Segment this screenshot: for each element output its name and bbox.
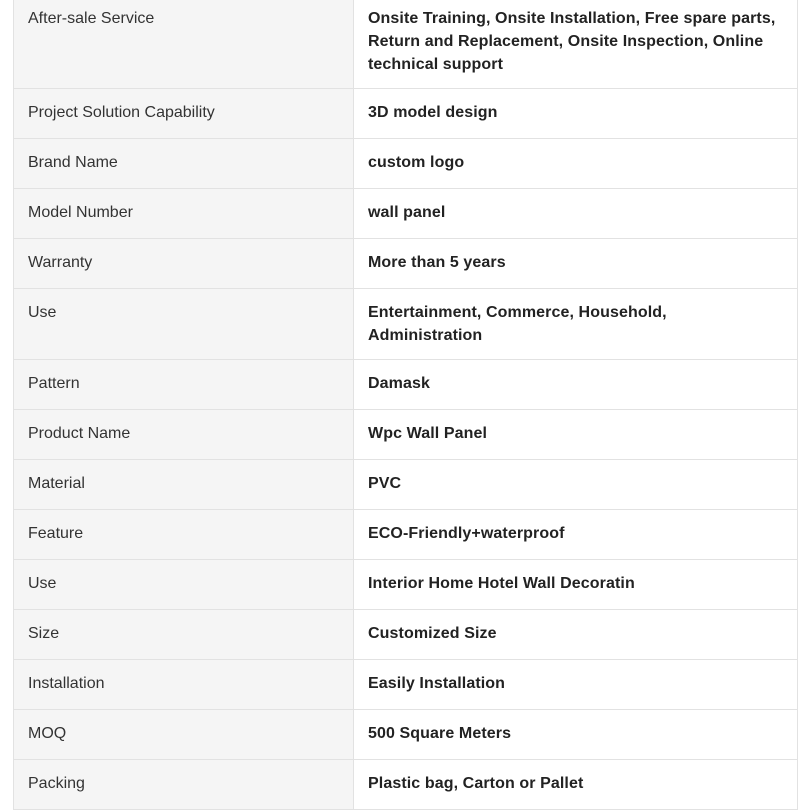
spec-label: Use <box>14 560 354 610</box>
spec-value: custom logo <box>354 139 798 189</box>
spec-label: Pattern <box>14 360 354 410</box>
spec-label: Brand Name <box>14 139 354 189</box>
spec-value: ECO-Friendly+waterproof <box>354 510 798 560</box>
spec-label: Feature <box>14 510 354 560</box>
spec-value: PVC <box>354 460 798 510</box>
spec-value: 500 Square Meters <box>354 710 798 760</box>
spec-value: Easily Installation <box>354 660 798 710</box>
spec-label: Installation <box>14 660 354 710</box>
spec-row-moq <box>14 710 798 760</box>
spec-label: Project Solution Capability <box>14 89 354 139</box>
spec-value: Wpc Wall Panel <box>354 410 798 460</box>
spec-label: MOQ <box>14 710 354 760</box>
spec-value: Customized Size <box>354 610 798 660</box>
spec-label: Use <box>14 289 354 360</box>
spec-value: wall panel <box>354 189 798 239</box>
spec-row-warranty <box>14 239 798 289</box>
spec-row-pattern <box>14 360 798 410</box>
spec-row-project-solution-capability <box>14 89 798 139</box>
spec-label: Packing <box>14 760 354 810</box>
spec-value: Damask <box>354 360 798 410</box>
spec-label: Model Number <box>14 189 354 239</box>
spec-label: Warranty <box>14 239 354 289</box>
spec-row-size <box>14 610 798 660</box>
spec-row-model-number <box>14 189 798 239</box>
spec-row-feature <box>14 510 798 560</box>
spec-row-after-sale-service <box>14 0 798 89</box>
spec-row-packing <box>14 760 798 810</box>
product-specifications <box>13 0 798 810</box>
spec-value: Entertainment, Commerce, Household, Administration <box>354 289 798 360</box>
spec-table <box>13 0 798 810</box>
spec-label: Product Name <box>14 410 354 460</box>
spec-value: 3D model design <box>354 89 798 139</box>
spec-label: Material <box>14 460 354 510</box>
spec-value: Interior Home Hotel Wall Decoratin <box>354 560 798 610</box>
spec-row-use-interior <box>14 560 798 610</box>
spec-row-brand-name <box>14 139 798 189</box>
spec-label: Size <box>14 610 354 660</box>
spec-label: After-sale Service <box>14 0 354 89</box>
spec-row-material <box>14 460 798 510</box>
spec-value: Plastic bag, Carton or Pallet <box>354 760 798 810</box>
spec-value: More than 5 years <box>354 239 798 289</box>
spec-row-product-name <box>14 410 798 460</box>
spec-row-installation <box>14 660 798 710</box>
spec-row-use <box>14 289 798 360</box>
spec-value: Onsite Training, Onsite Installation, Free spare parts, Return and Replacement, Onsite Inspection, Online technical support <box>354 0 798 89</box>
